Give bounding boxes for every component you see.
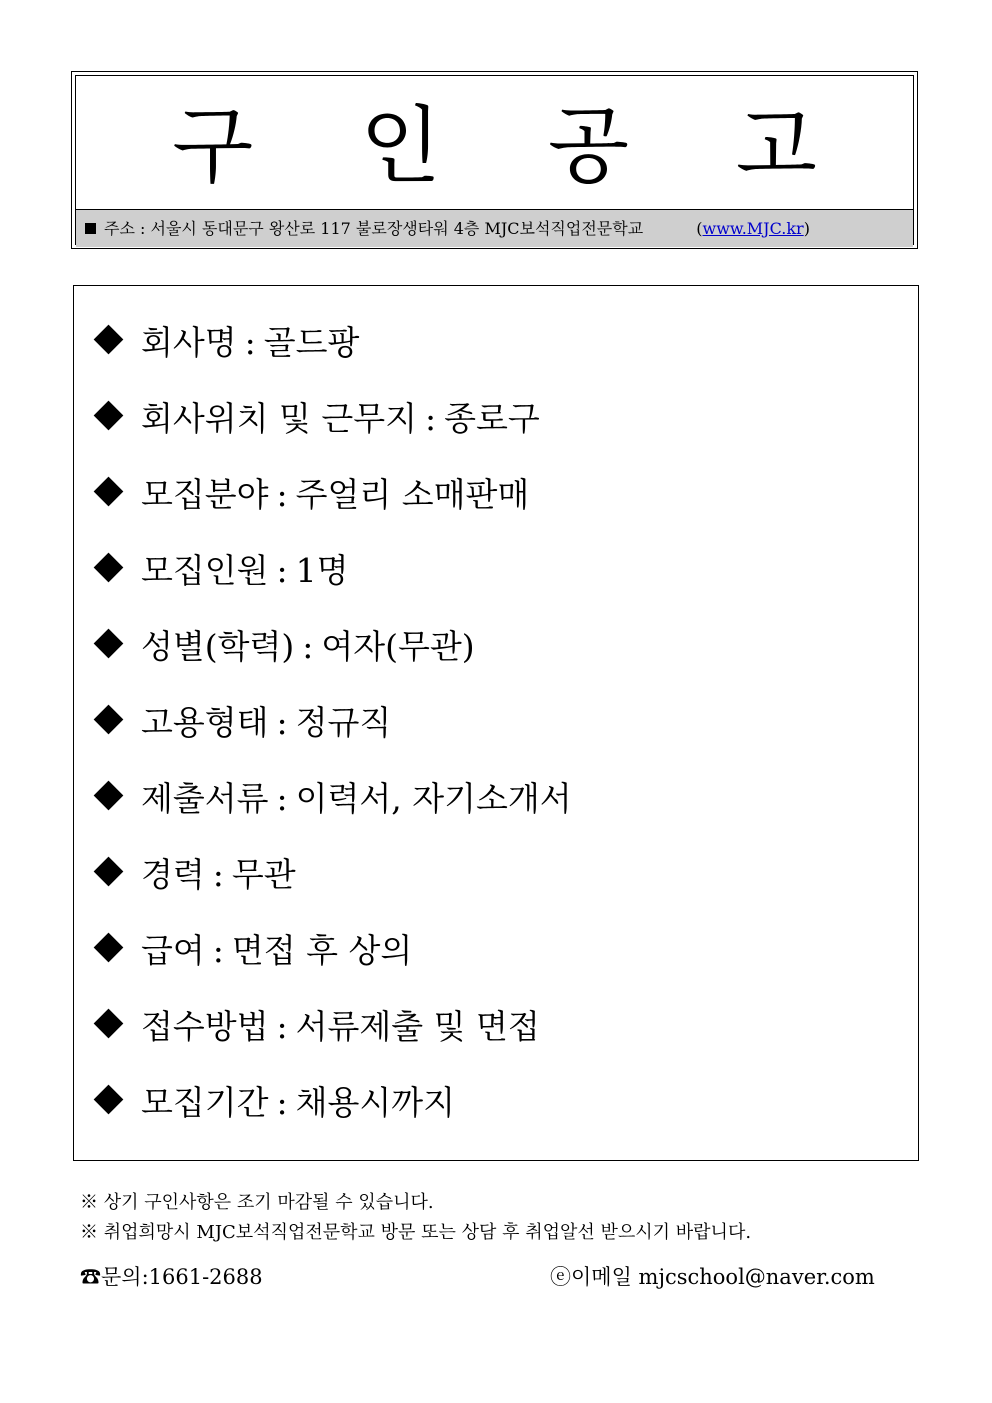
detail-value: 서류제출 및 면접: [295, 1007, 540, 1046]
square-bullet-icon: [85, 223, 96, 234]
detail-value: 골드팡: [263, 323, 360, 362]
diamond-bullet-icon: [94, 705, 124, 735]
detail-value: 무관: [231, 855, 296, 894]
detail-separator: :: [276, 1083, 288, 1122]
diamond-bullet-icon: [94, 1009, 124, 1039]
url-group: [696, 219, 810, 238]
detail-label: 모집분야: [141, 475, 269, 514]
website-link[interactable]: www.MJC.kr: [702, 219, 804, 238]
contact-email: ⓔ이메일 mjcschool@naver.com: [550, 1265, 875, 1289]
diamond-bullet-icon: [94, 477, 124, 507]
detail-label: 제출서류: [141, 779, 269, 818]
diamond-bullet-icon: [94, 325, 124, 355]
detail-separator: :: [425, 399, 437, 438]
detail-value: 여자(무관): [321, 627, 475, 666]
detail-label: 고용형태: [141, 703, 269, 742]
detail-label: 모집인원: [141, 551, 269, 590]
url-close-paren: ): [803, 219, 810, 238]
note-visit-school: ※ 취업희망시 MJC보석직업전문학교 방문 또는 상담 후 취업알선 받으시기 바랍니다.: [80, 1222, 752, 1243]
address-text: 서울시 동대문구 왕산로 117 불로장생타워 4층 MJC보석직업전문학교: [150, 219, 644, 238]
detail-label: 급여: [141, 931, 205, 970]
diamond-bullet-icon: [94, 553, 124, 583]
detail-item-headcount: [94, 548, 349, 594]
address-prefix: 주소 :: [104, 219, 146, 238]
detail-label: 회사위치 및 근무지: [141, 399, 418, 438]
detail-value: 1명: [295, 551, 349, 590]
detail-item-gender: [94, 624, 475, 670]
diamond-bullet-icon: [94, 629, 124, 659]
detail-label: 성별(학력): [141, 627, 295, 666]
diamond-bullet-icon: [94, 401, 124, 431]
detail-value: 면접 후 상의: [231, 931, 413, 970]
detail-label: 경력: [141, 855, 205, 894]
detail-item-documents: [94, 776, 572, 822]
contact-phone: ☎문의:1661-2688: [80, 1265, 263, 1289]
diamond-bullet-icon: [94, 781, 124, 811]
detail-item-salary: [94, 928, 412, 974]
detail-value: 주얼리 소매판매: [295, 475, 530, 514]
detail-separator: :: [244, 323, 256, 362]
header-inner-box: [75, 75, 914, 245]
detail-separator: :: [212, 855, 224, 894]
address-bar: [76, 209, 913, 247]
detail-value: 정규직: [295, 703, 392, 742]
page-title: 구 인 공 고: [172, 97, 857, 195]
detail-separator: :: [276, 551, 288, 590]
detail-label: 접수방법: [141, 1007, 269, 1046]
detail-value: 채용시까지: [295, 1083, 456, 1122]
diamond-bullet-icon: [94, 1085, 124, 1115]
detail-separator: :: [276, 703, 288, 742]
detail-item-company: [94, 320, 359, 366]
detail-value: 이력서, 자기소개서: [295, 779, 572, 818]
detail-item-location: [94, 396, 540, 442]
detail-item-application-method: [94, 1004, 540, 1050]
header-box: [71, 71, 918, 249]
detail-label: 회사명: [141, 323, 237, 362]
diamond-bullet-icon: [94, 933, 124, 963]
detail-separator: :: [302, 627, 314, 666]
detail-item-field: [94, 472, 529, 518]
detail-separator: :: [276, 779, 288, 818]
url-open-paren: (: [696, 219, 703, 238]
detail-value: 종로구: [444, 399, 540, 438]
detail-separator: :: [276, 1007, 288, 1046]
detail-label: 모집기간: [141, 1083, 269, 1122]
job-details-box: [73, 285, 919, 1161]
diamond-bullet-icon: [94, 857, 124, 887]
detail-item-period: [94, 1080, 455, 1126]
detail-separator: :: [276, 475, 288, 514]
detail-separator: :: [212, 931, 224, 970]
detail-item-employment-type: [94, 700, 391, 746]
detail-item-experience: [94, 852, 296, 898]
note-early-close: ※ 상기 구인사항은 조기 마감될 수 있습니다.: [80, 1192, 434, 1213]
